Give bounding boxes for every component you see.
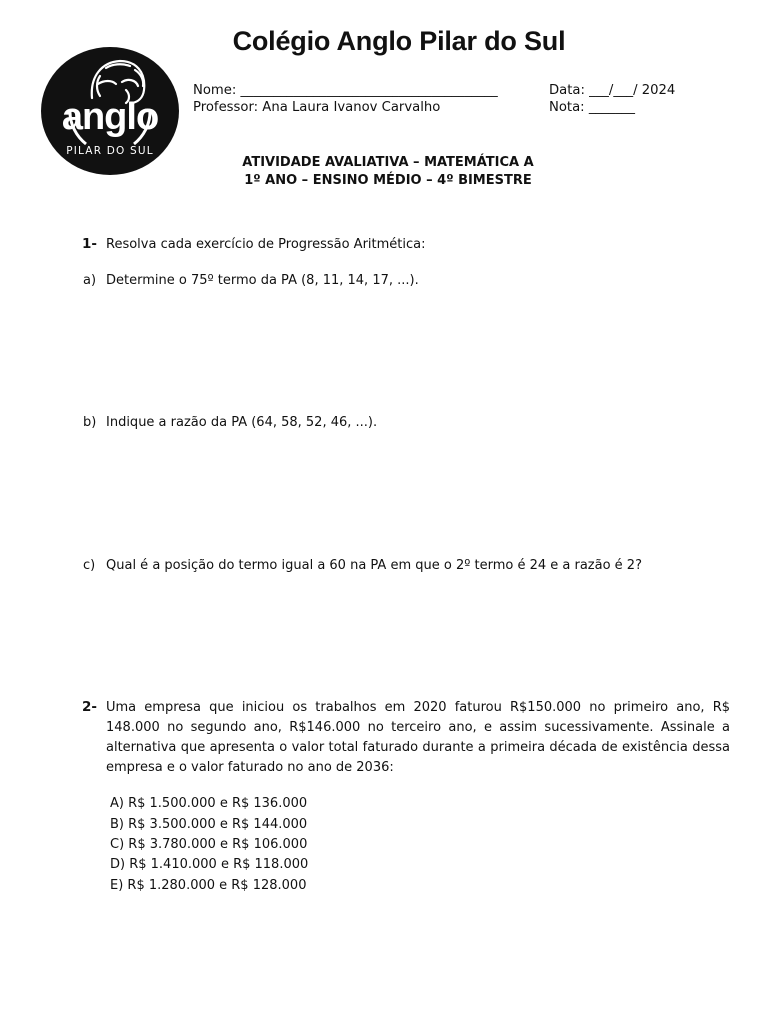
- option-e: E) R$ 1.280.000 e R$ 128.000: [110, 878, 307, 893]
- option-b: B) R$ 3.500.000 e R$ 144.000: [110, 817, 308, 832]
- item-a-letter: a): [83, 273, 97, 288]
- option-d: D) R$ 1.410.000 e R$ 118.000: [110, 857, 309, 872]
- option-a: A) R$ 1.500.000 e R$ 136.000: [110, 796, 308, 811]
- activity-subtitle: 1º ANO – ENSINO MÉDIO – 4º BIMESTRE: [244, 173, 532, 188]
- page-title: Colégio Anglo Pilar do Sul: [232, 26, 566, 56]
- name-field: Nome: _______________________________________: [193, 83, 498, 98]
- grade-field: Nota: _______: [549, 100, 635, 115]
- question-2-number: 2-: [82, 699, 97, 715]
- item-c-text: Qual é a posição do termo igual a 60 na PA em que o 2º termo é 24 e a razão é 2?: [106, 558, 642, 573]
- logo-brand-text: anglo: [61, 96, 159, 138]
- option-c: C) R$ 3.780.000 e R$ 106.000: [110, 837, 308, 852]
- item-b-text: Indique a razão da PA (64, 58, 52, 46, ...).: [106, 415, 378, 430]
- teacher-field: Professor: Ana Laura Ivanov Carvalho: [193, 100, 441, 115]
- question-1-prompt: Resolva cada exercício de Progressão Aritmética:: [106, 237, 426, 252]
- activity-title: ATIVIDADE AVALIATIVA – MATEMÁTICA A: [242, 155, 534, 170]
- date-field: Data: ___/___/ 2024: [549, 83, 676, 98]
- question-1-number: 1-: [82, 236, 97, 252]
- item-a-text: Determine o 75º termo da PA (8, 11, 14, 17, ...).: [106, 273, 419, 288]
- question-2-text: Uma empresa que iniciou os trabalhos em 2020 faturou R$150.000 no primeiro ano, R$ 148.000 no segundo ano, R$146.000 no terceiro ano, e assim sucessivamente. Assinale a alternativa que apresenta o valor total faturado durante a primeira década de existência dessa empresa e o valor faturado no ano de 2036:: [106, 700, 730, 775]
- item-b-letter: b): [83, 415, 97, 430]
- item-c-letter: c): [83, 558, 96, 573]
- logo-caption: PILAR DO SUL: [66, 145, 154, 157]
